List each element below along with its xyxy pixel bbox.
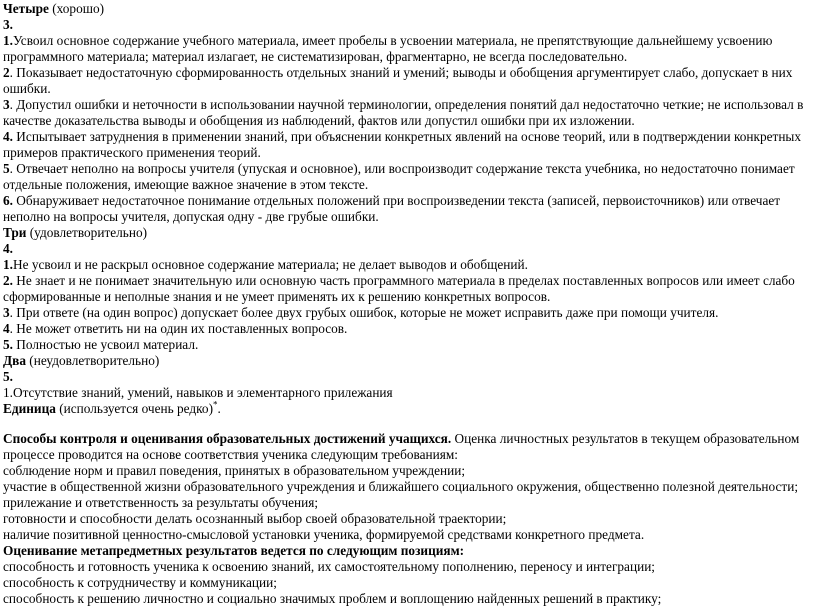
item-text: Полностью не усвоил материал. bbox=[12, 337, 199, 352]
grade3-title: Три bbox=[3, 225, 27, 240]
grade3-item-1 bbox=[3, 257, 811, 273]
item-text: . Допустил ошибки и неточности в использовании научной терминологии, определения понятий дал недостаточно четкие; не использовал в качестве доказательства выводы и обобщения из наблюдений, фактов или допустил ошибки при их изложении. bbox=[3, 97, 804, 128]
grade4-item-1 bbox=[3, 33, 811, 65]
item-number: 3 bbox=[3, 305, 10, 320]
item-number: 4 bbox=[3, 321, 10, 336]
grade4-note: (хорошо) bbox=[48, 1, 105, 16]
item-text: Не знает и не понимает значительную или основную часть программного материала в пределах поставленных вопросов или имеет слабо сформированные и неполные знания и не умеет применять их к решению конкретных вопросов. bbox=[3, 273, 795, 304]
item-text: Обнаруживает недостаточное понимание отдельных положений при воспроизведении текста (записей, первоисточников) или отвечает неполно на вопросы учителя, допуская одну - две грубые ошибки. bbox=[3, 193, 781, 224]
control-heading: Способы контроля и оценивания образовательных достижений учащихся. bbox=[3, 431, 452, 446]
item-number: 1. bbox=[3, 257, 13, 272]
control-intro: Оценка личностных результатов в текущем образовательном процессе проводится на основе соответствия ученика следующим требованиям: bbox=[3, 431, 800, 462]
grade1-heading bbox=[3, 401, 811, 417]
item-text: . Не может ответить ни на один их поставленных вопросов. bbox=[9, 321, 348, 336]
item-number: 2. bbox=[3, 273, 13, 288]
item-text: Испытывает затруднения в применении знаний, при объяснении конкретных явлений на основе теорий, или в подтверждении конкретных примеров практического применения теорий. bbox=[3, 129, 802, 160]
item-text: . При ответе (на один вопрос) допускает более двух грубых ошибок, которые не может исправить даже при помощи учителя. bbox=[9, 305, 719, 320]
item-text: Не усвоил и не раскрыл основное содержание материала; не делает выводов и обобщений. bbox=[12, 257, 528, 272]
control-item-4: готовности и способности делать осознанный выбор своей образовательной траектории; bbox=[3, 511, 507, 526]
grade3-item-2 bbox=[3, 273, 811, 305]
grade2-title: Два bbox=[3, 353, 26, 368]
item-text: . Показывает недостаточную сформированность отдельных знаний и умений; выводы и обобщения аргументирует слабо, допускает в них ошибки. bbox=[3, 65, 793, 96]
grade4-item-6 bbox=[3, 193, 811, 225]
grade1-title: Единица bbox=[3, 401, 56, 416]
grade4-title: Четыре bbox=[3, 1, 49, 16]
document-page bbox=[3, 1, 811, 607]
grade2-note: (неудовлетворительно) bbox=[25, 353, 160, 368]
control-item-5: наличие позитивной ценностно-смысловой установки ученика, формируемой средствами конкретного предмета. bbox=[3, 527, 645, 542]
grade2-item-1: 1.Отсутствие знаний, умений, навыков и элементарного прилежания bbox=[3, 385, 393, 400]
grade4-heading bbox=[3, 1, 811, 17]
item-number: 1. bbox=[3, 33, 13, 48]
grade3-heading bbox=[3, 225, 811, 241]
footnote-mark: * bbox=[213, 399, 218, 410]
item-number: 6. bbox=[3, 193, 13, 208]
grade2-section-number: 5. bbox=[3, 369, 13, 384]
meta-item-2: способность к сотрудничеству и коммуникации; bbox=[3, 575, 277, 590]
item-number: 2 bbox=[3, 65, 10, 80]
grade2-heading bbox=[3, 353, 811, 369]
paragraph-gap bbox=[3, 417, 811, 431]
item-text: Усвоил основное содержание учебного материала, имеет пробелы в усвоении материала, не препятствующие дальнейшему усвоению программного материала; материал излагает, не систематизирован, фрагментарно, не всегда последовательно. bbox=[3, 33, 773, 64]
grade4-item-3 bbox=[3, 97, 811, 129]
meta-item-1: способность и готовность ученика к освоению знаний, их самостоятельному пополнению, переносу и интеграции; bbox=[3, 559, 656, 574]
item-number: 5 bbox=[3, 161, 10, 176]
grade3-section-number: 4. bbox=[3, 241, 13, 256]
grade4-section-number: 3. bbox=[3, 17, 13, 32]
control-item-1: соблюдение норм и правил поведения, принятых в образовательном учреждении; bbox=[3, 463, 466, 478]
grade3-item-4 bbox=[3, 321, 811, 337]
grade1-tail: . bbox=[217, 401, 221, 416]
grade3-item-5 bbox=[3, 337, 811, 353]
grade1-note: (используется очень редко) bbox=[55, 401, 214, 416]
item-number: 4. bbox=[3, 129, 13, 144]
item-text: . Отвечает неполно на вопросы учителя (упуская и основное), или воспроизводит содержание текста учебника, но недостаточно понимает отдельные положения, имеющие важное значение в этом тексте. bbox=[3, 161, 795, 192]
grade3-item-3 bbox=[3, 305, 811, 321]
grade4-item-4 bbox=[3, 129, 811, 161]
control-paragraph bbox=[3, 431, 811, 463]
grade3-note: (удовлетворительно) bbox=[26, 225, 148, 240]
item-number: 3 bbox=[3, 97, 10, 112]
control-item-3: прилежание и ответственность за результаты обучения; bbox=[3, 495, 319, 510]
grade4-item-5 bbox=[3, 161, 811, 193]
item-number: 5. bbox=[3, 337, 13, 352]
grade4-item-2 bbox=[3, 65, 811, 97]
meta-item-3: способность к решению личностно и социально значимых проблем и воплощению найденных решений в практику; bbox=[3, 591, 662, 606]
meta-heading: Оценивание метапредметных результатов ведется по следующим позициям: bbox=[3, 543, 465, 558]
control-item-2: участие в общественной жизни образовательного учреждения и ближайшего социального окружения, общественно полезной деятельности; bbox=[3, 479, 799, 494]
